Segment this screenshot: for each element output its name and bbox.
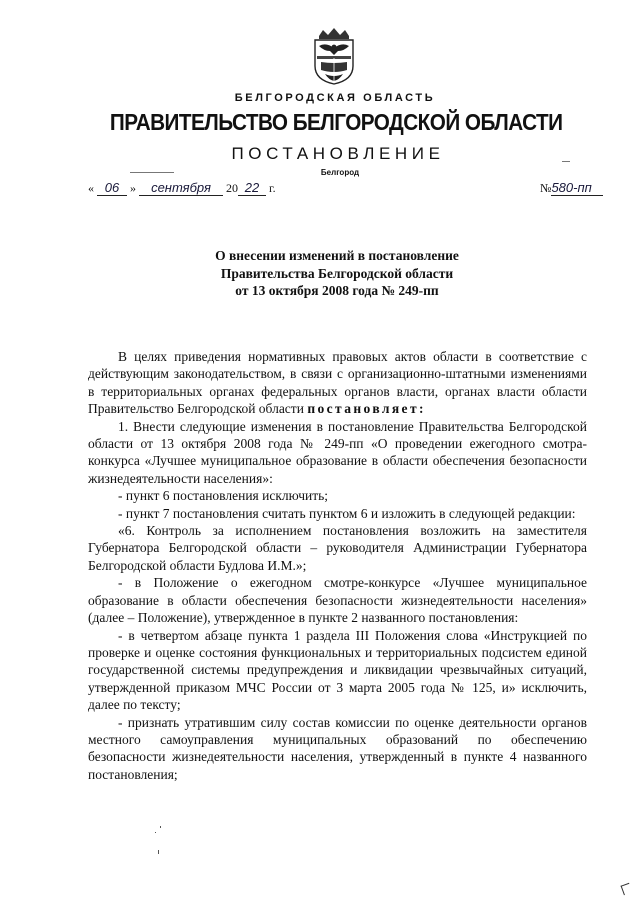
preamble-verb: постановляет: xyxy=(307,401,426,417)
region-name: БЕЛГОРОДСКАЯ ОБЛАСТЬ xyxy=(234,92,436,104)
document-number xyxy=(540,180,603,196)
body-paragraph: 1. Внести следующие изменения в постановление Правительства Белгородской области от 13 октября 2008 года № 249-пп «О проведении ежегодного смотра-конкурса «Лучшее муниципальное образование в области обеспечения безопасности жизнедеятельности населения»: xyxy=(88,418,587,486)
date-open-quote: « xyxy=(88,181,94,195)
document-title xyxy=(0,247,640,300)
date-day: 06 xyxy=(97,180,127,196)
government-name: ПРАВИТЕЛЬСТВО БЕЛГОРОДСКОЙ ОБЛАСТИ xyxy=(109,109,563,135)
number-sign: № xyxy=(540,181,552,195)
decorative-dash xyxy=(130,172,174,173)
body-paragraph: - пункт 6 постановления исключить; xyxy=(118,488,329,504)
document-type: ПОСТАНОВЛЕНИЕ xyxy=(231,144,445,163)
body-paragraph: - в четвертом абзаце пункта 1 раздела III Положения слова «Инструкцией по проверке и оценке состояния функциональных и территориальных подсистем единой государственной системы предупреждения и ликвидации чрезвычайных ситуаций, утвержденной приказом МЧС России от 3 марта 2005 года № 125, и» исключить, далее по тексту; xyxy=(88,627,587,713)
decorative-dash xyxy=(562,161,570,162)
scan-speck xyxy=(155,832,156,833)
number-value: 580-пп xyxy=(551,180,603,196)
body-paragraph: «6. Контроль за исполнением постановления возложить на заместителя Губернатора Белгородской области – руководителя Администрации Губернатора Белгородской области Будлова И.М.»; xyxy=(88,523,587,573)
body-paragraph: - пункт 7 постановления считать пунктом 6 и изложить в следующей редакции: xyxy=(118,505,576,521)
corner-mark xyxy=(621,883,633,895)
body-paragraph: - в Положение о ежегодном смотре-конкурсе «Лучшее муниципальное образование в области обеспечения безопасности жизнедеятельности населения» (далее – Положение), утвержденное в пункте 2 названного постановления: xyxy=(88,575,587,626)
preamble-paragraph xyxy=(88,348,587,418)
date-year-suffix: 22 xyxy=(238,180,266,196)
scan-speck xyxy=(160,826,161,828)
title-line: от 13 октября 2008 года № 249-пп xyxy=(235,283,439,298)
preamble-text: В целях приведения нормативных правовых актов области в соответствие с действующим законодательством, в связи с организационно-штатными изменениями в территориальных органах федеральных органов власти, органах власти области Правительство Белгородской области xyxy=(88,349,587,417)
document-date xyxy=(88,180,276,196)
title-line: Правительства Белгородской области xyxy=(220,265,454,281)
document-body xyxy=(88,348,587,783)
coat-of-arms-emblem xyxy=(311,26,357,86)
scan-speck xyxy=(158,850,159,854)
date-year-abbr: г. xyxy=(269,181,276,195)
date-month: сентября xyxy=(139,180,223,196)
city-name: Белгород xyxy=(320,168,360,177)
date-close-quote: » xyxy=(130,181,136,195)
title-line: О внесении изменений в постановление xyxy=(215,248,459,263)
date-year-prefix: 20 xyxy=(226,181,238,195)
body-paragraph: - признать утратившим силу состав комиссии по оценке деятельности органов местного самоуправления муниципальных образований по обеспечению безопасности жизнедеятельности населения, утвержденный в пункте 4 названного постановления; xyxy=(88,714,587,782)
